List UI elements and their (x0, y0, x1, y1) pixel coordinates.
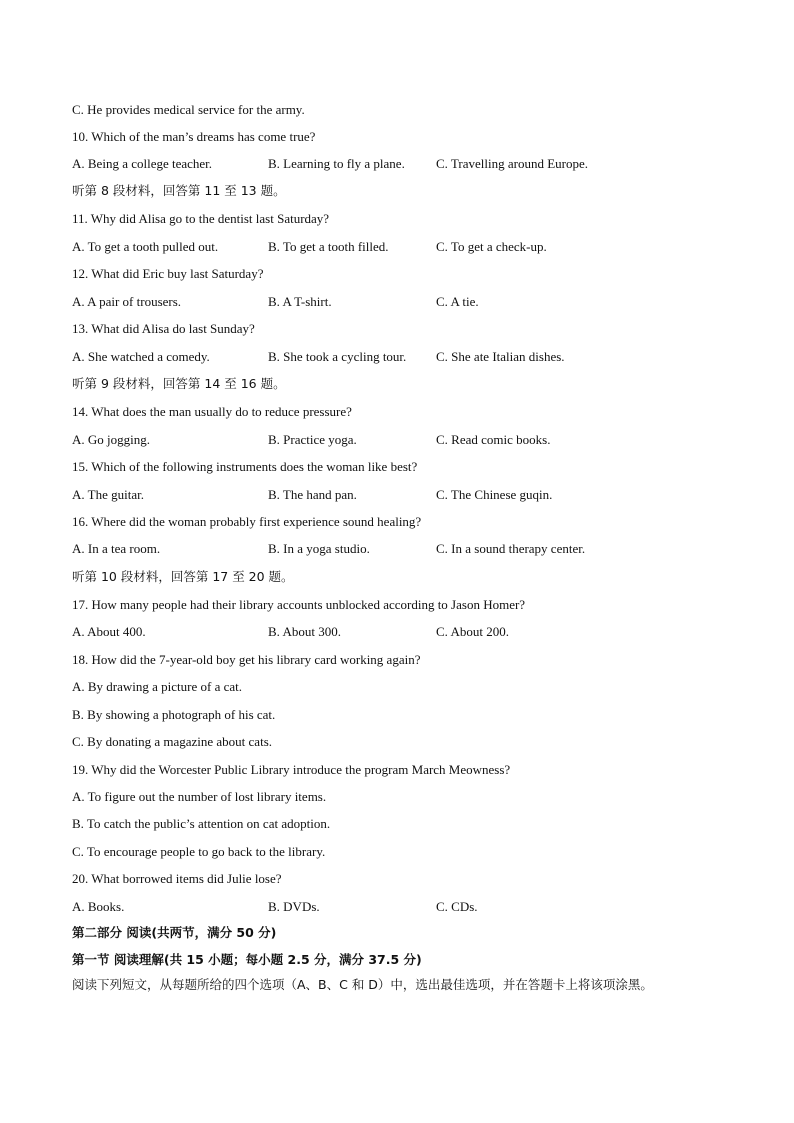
reading-instructions: 阅读下列短文，从每题所给的四个选项（A、B、C 和 D）中，选出最佳选项，并在答题卡上将该项涂黑。 (72, 977, 653, 992)
q20-option-b: B. DVDs. (268, 899, 320, 914)
q15-option-b: B. The hand pan. (268, 487, 357, 502)
section-8-instruction: 听第 8 段材料，回答第 11 至 13 题。 (72, 183, 286, 198)
question-13: 13. What did Alisa do last Sunday? (72, 321, 255, 336)
q14-option-c: C. Read comic books. (436, 432, 551, 447)
q10-option-a: A. Being a college teacher. (72, 156, 213, 171)
q11-option-a: A. To get a tooth pulled out. (72, 239, 219, 254)
question-14: 14. What does the man usually do to reduce pressure? (72, 404, 352, 419)
q11-option-b: B. To get a tooth filled. (268, 239, 389, 254)
q16-option-b: B. In a yoga studio. (268, 541, 370, 556)
part-2-heading: 第二部分 阅读(共两节，满分 50 分) (72, 925, 277, 940)
q15-option-a: A. The guitar. (72, 487, 144, 502)
q18-option-c: C. By donating a magazine about cats. (72, 734, 273, 749)
q17-option-c: C. About 200. (436, 624, 509, 639)
q12-option-c: C. A tie. (436, 294, 479, 309)
question-9-option-c: C. He provides medical service for the army. (72, 102, 305, 117)
question-18: 18. How did the 7-year-old boy get his library card working again? (72, 652, 421, 667)
q15-option-c: C. The Chinese guqin. (436, 487, 553, 502)
section-10-instruction: 听第 10 段材料，回答第 17 至 20 题。 (72, 569, 294, 584)
question-11: 11. Why did Alisa go to the dentist last Saturday? (72, 211, 330, 226)
q14-option-b: B. Practice yoga. (268, 432, 357, 447)
section-1-heading: 第一节 阅读理解(共 15 小题；每小题 2.5 分，满分 37.5 分) (72, 952, 422, 967)
q20-option-c: C. CDs. (436, 899, 478, 914)
q14-option-a: A. Go jogging. (72, 432, 150, 447)
q10-option-c: C. Travelling around Europe. (436, 156, 589, 171)
q20-option-a: A. Books. (72, 899, 125, 914)
q19-option-a: A. To figure out the number of lost library items. (72, 789, 327, 804)
question-16: 16. Where did the woman probably first experience sound healing? (72, 514, 422, 529)
q17-option-b: B. About 300. (268, 624, 341, 639)
question-20: 20. What borrowed items did Julie lose? (72, 871, 282, 886)
q17-option-a: A. About 400. (72, 624, 146, 639)
section-9-instruction: 听第 9 段材料，回答第 14 至 16 题。 (72, 376, 286, 391)
q13-option-a: A. She watched a comedy. (72, 349, 210, 364)
question-19: 19. Why did the Worcester Public Library introduce the program March Meowness? (72, 762, 511, 777)
q13-option-b: B. She took a cycling tour. (268, 349, 407, 364)
q19-option-c: C. To encourage people to go back to the library. (72, 844, 326, 859)
q11-option-c: C. To get a check-up. (436, 239, 547, 254)
q10-option-b: B. Learning to fly a plane. (268, 156, 405, 171)
question-17: 17. How many people had their library accounts unblocked according to Jason Homer? (72, 597, 526, 612)
question-15: 15. Which of the following instruments does the woman like best? (72, 459, 418, 474)
question-10: 10. Which of the man’s dreams has come true? (72, 129, 316, 144)
q16-option-c: C. In a sound therapy center. (436, 541, 586, 556)
q16-option-a: A. In a tea room. (72, 541, 161, 556)
q18-option-b: B. By showing a photograph of his cat. (72, 707, 276, 722)
q19-option-b: B. To catch the public’s attention on cat adoption. (72, 816, 331, 831)
question-12: 12. What did Eric buy last Saturday? (72, 266, 264, 281)
q12-option-b: B. A T-shirt. (268, 294, 332, 309)
q18-option-a: A. By drawing a picture of a cat. (72, 679, 243, 694)
q12-option-a: A. A pair of trousers. (72, 294, 182, 309)
q13-option-c: C. She ate Italian dishes. (436, 349, 565, 364)
